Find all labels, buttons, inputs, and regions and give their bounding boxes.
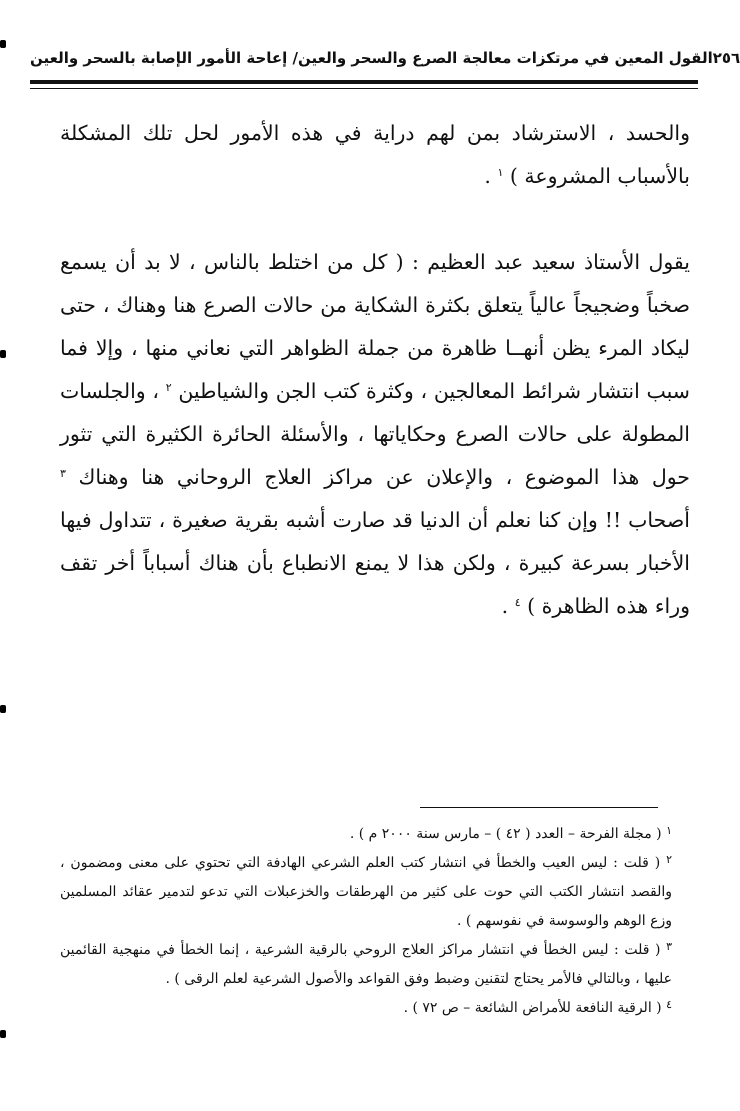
scan-edge-mark	[0, 40, 6, 48]
footnote-2	[60, 849, 672, 936]
paragraph-2-end: .	[501, 594, 515, 618]
footnote-separator	[420, 807, 658, 808]
footnote-ref-1[interactable]: ١	[497, 166, 504, 179]
page-header	[30, 40, 740, 76]
running-title: القول المعين في مرتكزات معالجة الصرع والسحر والعين/ إعاحة الأمور الإصابة بالسحر والعين	[30, 49, 713, 67]
footnote-number: ٤	[666, 998, 672, 1011]
footnote-ref-3[interactable]: ٣	[60, 467, 66, 480]
paragraph-1-end: .	[484, 164, 498, 188]
footnote-ref-4[interactable]: ٤	[514, 596, 521, 609]
footnote-number: ١	[666, 824, 672, 837]
scan-edge-mark	[0, 705, 6, 713]
footnote-3	[60, 936, 672, 994]
footnote-text: ( مجلة الفرحة – العدد ( ٤٢ ) – مارس سنة ٢٠٠٠ م ) .	[349, 826, 667, 842]
body-text	[60, 112, 690, 628]
header-rule-thick	[30, 80, 698, 84]
footnote-ref-2[interactable]: ٢	[165, 381, 172, 394]
paragraph-2-text-b: ، والجلسات المطولة على حالات الصرع وحكاياتها ، والأسئلة الحائرة الكثيرة التي تثور حول هذا الموضوع ، والإعلان عن مراكز العلاج الروحاني هنا وهناك	[60, 379, 690, 489]
footnote-number: ٣	[666, 940, 672, 953]
paragraph-2-text-a: يقول الأستاذ سعيد عبد العظيم : ( كل من اختلط بالناس ، لا بد أن يسمع صخباً وضجيجاً عالياً يتعلق بكثرة الشكاية من حالات الصرع هنا وهناك ، حتى ليكاد المرء يظن أنهــا ظاهرة من جملة الظواهر التي نعاني منها ، وإلا فما سبب انتشار شرائط المعالجين ، وكثرة كتب الجن والشياطين	[60, 250, 690, 403]
paragraph-1-text: والحسد ، الاسترشاد بمن لهم دراية في هذه الأمور لحل تلك المشكلة بالأسباب المشروعة )	[60, 121, 690, 188]
footnote-number: ٢	[666, 853, 672, 866]
footnote-text: ( الرقية النافعة للأمراض الشائعة – ص ٧٢ ) .	[403, 1000, 667, 1016]
footnote-4	[60, 994, 672, 1023]
paragraph-2	[60, 241, 690, 628]
page-number: ٢٥٦	[712, 49, 740, 67]
scan-edge-mark	[0, 350, 6, 358]
footnotes	[60, 820, 672, 1023]
footnote-1	[60, 820, 672, 849]
header-rule-thin	[30, 88, 698, 89]
footnote-text: ( قلت : ليس العيب والخطأ في انتشار كتب العلم الشرعي الهادفة التي تحتوي على معنى ومضمون ، والقصد انتشار الكتب التي حوت على كثير من الهرطقات والخزعبلات التي تدعو لتدمير عقائد المسلمين وزع الوهم والوسوسة في نفوسهم ) .	[60, 855, 672, 929]
scan-edge-mark	[0, 1030, 6, 1038]
paragraph-1	[60, 112, 690, 198]
paragraph-2-text-c: أصحاب !! وإن كنا نعلم أن الدنيا قد صارت أشبه بقرية صغيرة ، تتداول فيها الأخبار بسرعة كبيرة ، ولكن هذا لا يمنع الانطباع بأن هناك أسباباً أخر تقف وراء هذه الظاهرة )	[60, 508, 690, 618]
footnote-text: ( قلت : ليس الخطأ في انتشار مراكز العلاج الروحي بالرقية الشرعية ، إنما الخطأ في منهجية القائمين عليها ، وبالتالي فالأمر يحتاج لتقنين وضبط وفق القواعد والأصول الشرعية لعلم الرقى ) .	[60, 942, 672, 987]
